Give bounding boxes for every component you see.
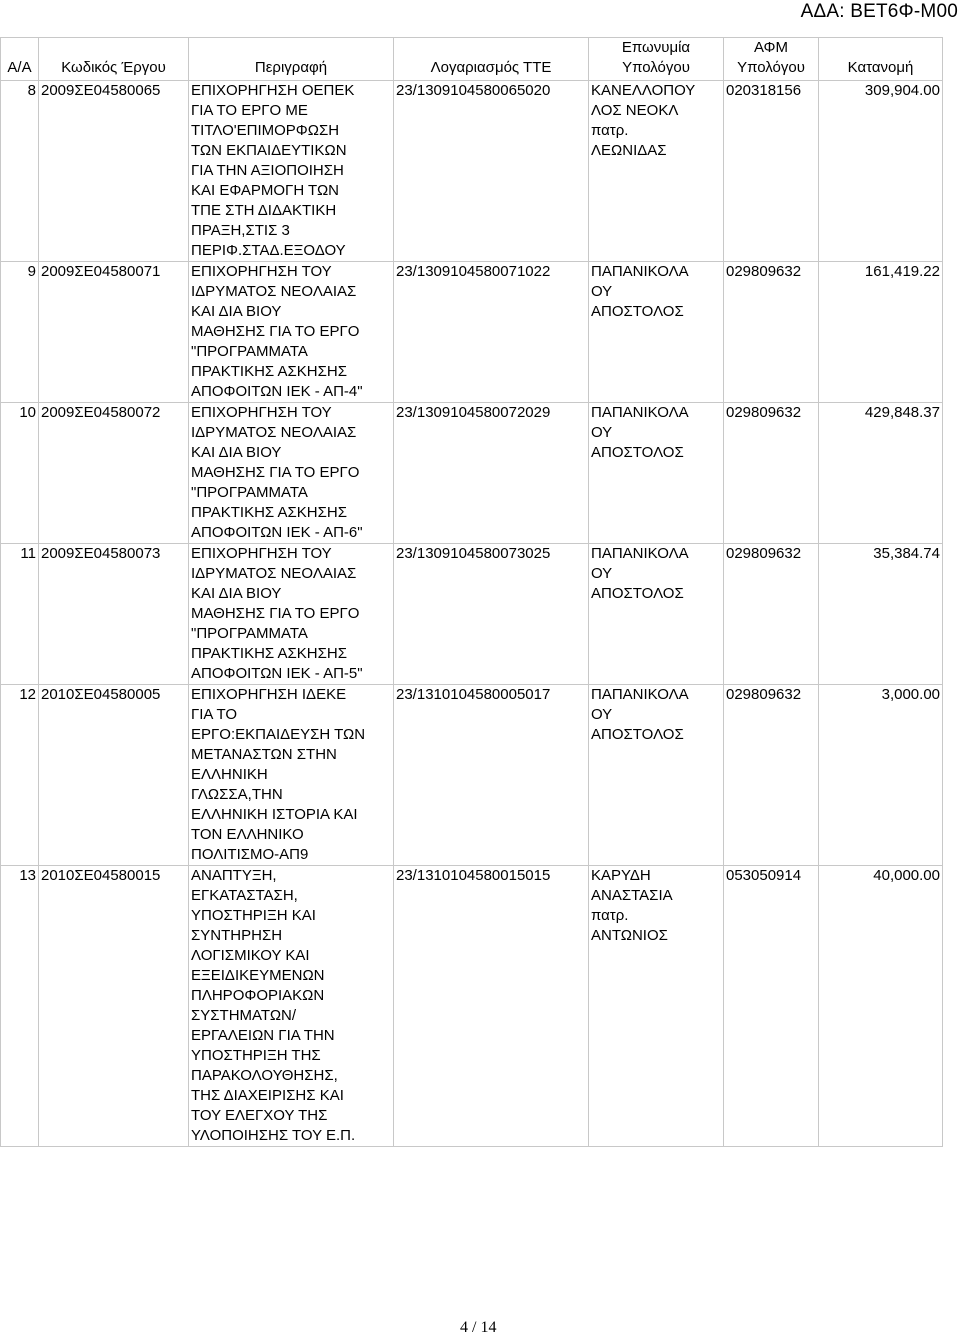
row-description-line: ΤΙΤΛΟ'ΕΠΙΜΟΡΦΩΣΗ [191,122,340,139]
ada-header: ΑΔΑ: ΒΕΤ6Φ-Μ00 [800,1,958,22]
col-header-afm [724,38,819,81]
row-holder-name-line: ΚΑΝΕΛΛΟΠΟΥ [591,82,696,99]
row-description [189,403,394,544]
table-row [1,544,943,685]
row-amount: 3,000.00 [819,685,943,866]
row-description-line: ΓΙΑ ΤΟ ΕΡΓΟ ΜΕ [191,102,308,119]
row-description-line: ΕΛΛΗΝΙΚΗ ΙΣΤΟΡΙΑ ΚΑΙ [191,806,358,823]
table-row [1,685,943,866]
row-description-line: ΤΠΕ ΣΤΗ ΔΙΔΑΚΤΙΚΗ [191,202,337,219]
row-holder-name-line: ΠΑΠΑΝΙΚΟΛΑ [591,686,689,703]
row-account: 23/1310104580005017 [394,685,589,866]
row-aa: 10 [1,403,39,544]
col-header-afm-line1: ΑΦΜ [753,39,789,56]
row-aa: 13 [1,866,39,1147]
table-row [1,403,943,544]
row-description-line: ΚΑΙ ΕΦΑΡΜΟΓΗ ΤΩΝ [191,182,339,199]
row-afm: 020318156 [724,81,819,262]
row-holder-name [589,866,724,1147]
table-row [1,81,943,262]
row-holder-name-line: ΠΑΠΑΝΙΚΟΛΑ [591,545,689,562]
row-description-line: ΕΛΛΗΝΙΚΗ [191,766,268,783]
row-description [189,81,394,262]
row-holder-name-line: ΟΥ [591,706,613,723]
row-holder-name-line: ΑΝΤΩΝΙΟΣ [591,927,668,944]
row-description-line: ΜΑΘΗΣΗΣ ΓΙΑ ΤΟ ΕΡΓΟ [191,323,360,340]
row-description-line: ΜΕΤΑΝΑΣΤΩΝ ΣΤΗΝ [191,746,337,763]
row-description-line: ΑΠΟΦΟΙΤΩΝ ΙΕΚ - ΑΠ-6" [191,524,363,541]
row-description-line: ΠΡΑΚΤΙΚΗΣ ΑΣΚΗΣΗΣ [191,363,348,380]
row-description-line: ΣΥΝΤΗΡΗΣΗ [191,927,283,944]
row-holder-name-line: ΠΑΠΑΝΙΚΟΛΑ [591,404,689,421]
row-description-line: ΠΛΗΡΟΦΟΡΙΑΚΩΝ [191,987,325,1004]
row-holder-name [589,262,724,403]
page-number [460,1318,496,1338]
row-description-line: ΠΡΑΚΤΙΚΗΣ ΑΣΚΗΣΗΣ [191,645,348,662]
row-holder-name-line: ΑΠΟΣΤΟΛΟΣ [591,444,684,461]
row-holder-name-line: ΠΑΠΑΝΙΚΟΛΑ [591,263,689,280]
col-header-account: Λογαριασμός ΤΤΕ [394,38,589,81]
row-description-line: ΤΩΝ ΕΚΠΑΙΔΕΥΤΙΚΩΝ [191,142,347,159]
row-holder-name-line: ΟΥ [591,424,613,441]
row-description-line: ΠΡΑΚΤΙΚΗΣ ΑΣΚΗΣΗΣ [191,504,348,521]
row-holder-name [589,685,724,866]
row-afm: 029809632 [724,262,819,403]
row-holder-name-line: ΑΝΑΣΤΑΣΙΑ [591,887,673,904]
row-amount: 309,904.00 [819,81,943,262]
row-description-line: ΣΥΣΤΗΜΑΤΩΝ/ [191,1007,297,1024]
row-description-line: ΕΠΙΧΟΡΗΓΗΣΗ ΟΕΠΕΚ [191,82,355,99]
row-description-line: ΕΠΙΧΟΡΗΓΗΣΗ ΙΔΕΚΕ [191,686,347,703]
row-account: 23/1309104580073025 [394,544,589,685]
row-description-line: ΠΕΡΙΦ.ΣΤΑΔ.ΕΞΟΔΟΥ [191,242,346,259]
row-amount: 35,384.74 [819,544,943,685]
row-description [189,262,394,403]
row-description-line: ΠΡΑΞΗ,ΣΤΙΣ 3 [191,222,290,239]
col-header-amount: Κατανομή [819,38,943,81]
row-description-line: ΓΙΑ ΤΗΝ ΑΞΙΟΠΟΙΗΣΗ [191,162,344,179]
row-holder-name-line: πατρ. [591,907,629,924]
row-description-line: ΓΛΩΣΣΑ,ΤΗΝ [191,786,283,803]
col-header-name-line1: Επωνυμία [621,39,691,56]
table-row [1,262,943,403]
row-description-line: ΚΑΙ ΔΙΑ ΒΙΟΥ [191,444,282,461]
col-header-name [589,38,724,81]
page-separator: / [472,1319,477,1336]
row-holder-name-line: ΚΑΡΥΔΗ [591,867,651,884]
col-header-afm-line2: Υπολόγου [737,59,805,76]
row-description-line: "ΠΡΟΓΡΑΜΜΑΤΑ [191,625,308,642]
row-project-code: 2009ΣΕ04580073 [39,544,189,685]
row-aa: 8 [1,81,39,262]
row-project-code: 2009ΣΕ04580071 [39,262,189,403]
row-description [189,685,394,866]
row-description-line: ΜΑΘΗΣΗΣ ΓΙΑ ΤΟ ΕΡΓΟ [191,464,360,481]
row-project-code: 2009ΣΕ04580072 [39,403,189,544]
allocation-table [0,37,943,1147]
row-description [189,544,394,685]
col-header-desc: Περιγραφή [189,38,394,81]
row-holder-name-line: πατρ. [591,122,629,139]
row-description-line: ΙΔΡΥΜΑΤΟΣ ΝΕΟΛΑΙΑΣ [191,424,357,441]
row-amount: 429,848.37 [819,403,943,544]
row-afm: 053050914 [724,866,819,1147]
row-holder-name [589,544,724,685]
row-holder-name-line: ΑΠΟΣΤΟΛΟΣ [591,303,684,320]
row-description-line: ΕΡΓΟ:ΕΚΠΑΙΔΕΥΣΗ ΤΩΝ [191,726,366,743]
row-project-code: 2010ΣΕ04580005 [39,685,189,866]
row-account: 23/1309104580071022 [394,262,589,403]
row-aa: 12 [1,685,39,866]
page-current: 4 [460,1319,468,1336]
row-description-line: ΥΠΟΣΤΗΡΙΞΗ ΚΑΙ [191,907,316,924]
table-header-row [1,38,943,81]
row-holder-name-line: ΛΟΣ ΝΕΟΚΛ [591,102,679,119]
row-description-line: ΙΔΡΥΜΑΤΟΣ ΝΕΟΛΑΙΑΣ [191,283,357,300]
row-holder-name [589,403,724,544]
row-description-line: ΜΑΘΗΣΗΣ ΓΙΑ ΤΟ ΕΡΓΟ [191,605,360,622]
row-amount: 161,419.22 [819,262,943,403]
page-total: 14 [480,1319,497,1336]
col-header-name-line2: Υπολόγου [622,59,690,76]
row-description-line: ΑΝΑΠΤΥΞΗ, [191,867,277,884]
row-description-line: ΙΔΡΥΜΑΤΟΣ ΝΕΟΛΑΙΑΣ [191,565,357,582]
row-holder-name-line: ΑΠΟΣΤΟΛΟΣ [591,726,684,743]
row-description-line: ΕΠΙΧΟΡΗΓΗΣΗ ΤΟΥ [191,545,332,562]
row-description-line: ΕΡΓΑΛΕΙΩΝ ΓΙΑ ΤΗΝ [191,1027,335,1044]
row-account: 23/1310104580015015 [394,866,589,1147]
col-header-aa: Α/Α [1,38,39,81]
row-description-line: ΓΙΑ ΤΟ [191,706,238,723]
row-description-line: ΑΠΟΦΟΙΤΩΝ ΙΕΚ - ΑΠ-4" [191,383,363,400]
row-aa: 9 [1,262,39,403]
row-description-line: ΚΑΙ ΔΙΑ ΒΙΟΥ [191,303,282,320]
row-description-line: ΠΟΛΙΤΙΣΜΟ-ΑΠ9 [191,846,309,863]
row-project-code: 2009ΣΕ04580065 [39,81,189,262]
table-row [1,866,943,1147]
row-description-line: ΠΑΡΑΚΟΛΟΥΘΗΣΗΣ, [191,1067,338,1084]
row-description-line: ΛΟΓΙΣΜΙΚΟΥ ΚΑΙ [191,947,310,964]
row-description-line: ΥΛΟΠΟΙΗΣΗΣ ΤΟΥ Ε.Π. [191,1127,356,1144]
row-holder-name-line: ΟΥ [591,283,613,300]
row-afm: 029809632 [724,544,819,685]
row-description [189,866,394,1147]
row-holder-name-line: ΛΕΩΝΙΔΑΣ [591,142,667,159]
row-afm: 029809632 [724,403,819,544]
row-holder-name-line: ΟΥ [591,565,613,582]
row-description-line: ΤΟΝ ΕΛΛΗΝΙΚΟ [191,826,304,843]
row-holder-name [589,81,724,262]
row-afm: 029809632 [724,685,819,866]
row-description-line: ΕΠΙΧΟΡΗΓΗΣΗ ΤΟΥ [191,404,332,421]
row-account: 23/1309104580065020 [394,81,589,262]
row-description-line: ΑΠΟΦΟΙΤΩΝ ΙΕΚ - ΑΠ-5" [191,665,363,682]
row-amount: 40,000.00 [819,866,943,1147]
row-description-line: ΚΑΙ ΔΙΑ ΒΙΟΥ [191,585,282,602]
row-description-line: ΕΞΕΙΔΙΚΕΥΜΕΝΩΝ [191,967,325,984]
row-description-line: "ΠΡΟΓΡΑΜΜΑΤΑ [191,343,308,360]
row-account: 23/1309104580072029 [394,403,589,544]
row-description-line: "ΠΡΟΓΡΑΜΜΑΤΑ [191,484,308,501]
row-aa: 11 [1,544,39,685]
row-project-code: 2010ΣΕ04580015 [39,866,189,1147]
row-description-line: ΥΠΟΣΤΗΡΙΞΗ ΤΗΣ [191,1047,321,1064]
row-description-line: ΕΓΚΑΤΑΣΤΑΣΗ, [191,887,298,904]
row-description-line: ΤΟΥ ΕΛΕΓΧΟΥ ΤΗΣ [191,1107,328,1124]
row-holder-name-line: ΑΠΟΣΤΟΛΟΣ [591,585,684,602]
row-description-line: ΕΠΙΧΟΡΗΓΗΣΗ ΤΟΥ [191,263,332,280]
row-description-line: ΤΗΣ ΔΙΑΧΕΙΡΙΣΗΣ ΚΑΙ [191,1087,344,1104]
col-header-code: Κωδικός Έργου [39,38,189,81]
